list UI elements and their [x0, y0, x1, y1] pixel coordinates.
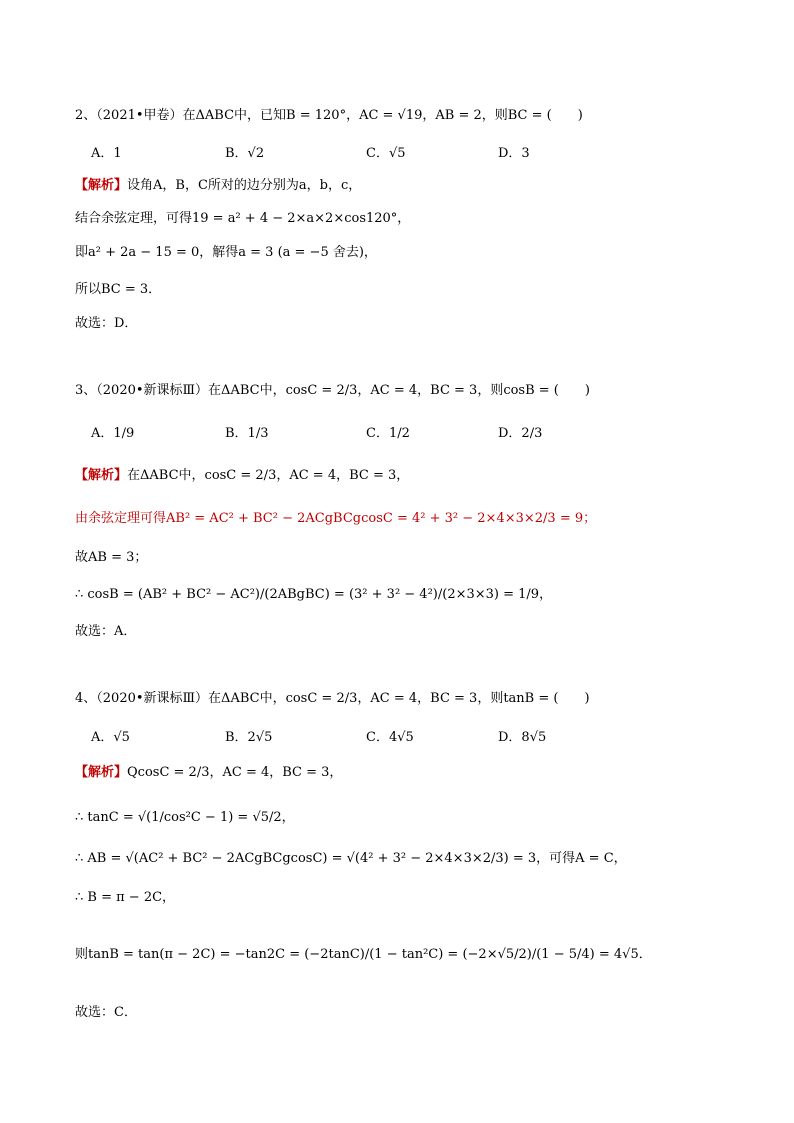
- question-2-stem-text: 2、（2021•甲卷）在ΔABC中，已知B = 120°，AC = √19，AB = 2，则BC = ( ): [75, 108, 583, 123]
- question-2-solution-line-3: 即a² + 2a − 15 = 0，解得a = 3 (a = −5 舍去)，: [75, 245, 377, 260]
- question-4-solution-line-4: ∴ B = π − 2C，: [75, 890, 176, 905]
- question-3-option-b: B．1/3: [225, 426, 269, 441]
- solution-label: 【解析】: [75, 178, 128, 193]
- question-4-option-b: B．2√5: [225, 730, 273, 745]
- question-3-answer: 故选：A．: [75, 624, 137, 639]
- question-4-solution-line-5: 则tanB = tan(π − 2C) = −tan2C = (−2tanC)/(1 − tan²C) = (−2×√5/2)/(1 − 5/4) = 4√5．: [75, 947, 652, 962]
- question-2-answer: 故选：D．: [75, 316, 138, 331]
- question-3-solution-line-3: 故AB = 3；: [75, 550, 148, 565]
- question-4-answer: 故选：C．: [75, 1005, 137, 1020]
- question-4-solution-line-2: ∴ tanC = √(1/cos²C − 1) = √5/2，: [75, 810, 295, 825]
- solution-label: 【解析】: [75, 765, 128, 780]
- question-4-option-d: D．8√5: [498, 730, 547, 745]
- question-2-option-d: D．3: [498, 146, 530, 161]
- question-2-solution-line-4: 所以BC = 3．: [75, 282, 162, 297]
- question-4-solution-line-1: [75, 766, 342, 779]
- question-2-stem: [75, 109, 583, 122]
- question-4-option-c: C．4√5: [366, 730, 414, 745]
- question-2-option-c: C．√5: [366, 146, 406, 161]
- question-3-solution-line-2: 由余弦定理可得AB² = AC² + BC² − 2ACgBCgcosC = 4² + 3² − 2×4×3×2/3 = 9；: [75, 511, 597, 526]
- question-4-solution-line-3: ∴ AB = √(AC² + BC² − 2ACgBCgcosC) = √(4² + 3² − 2×4×3×2/3) = 3，可得A = C，: [75, 851, 627, 866]
- question-2-option-b: B．√2: [225, 146, 265, 161]
- question-2-solution-line-1: [75, 179, 361, 192]
- question-3-solution-line-4: ∴ cosB = (AB² + BC² − AC²)/(2ABgBC) = (3² + 3² − 4²)/(2×3×3) = 1/9，: [75, 587, 553, 602]
- solution-text: 设角A，B，C所对的边分别为a，b，c，: [127, 178, 362, 193]
- question-2-solution-line-2: 结合余弦定理，可得19 = a² + 4 − 2×a×2×cos120°，: [75, 211, 411, 226]
- solution-label: 【解析】: [75, 468, 128, 483]
- question-3-option-a: A．1/9: [91, 426, 135, 441]
- solution-text: 在ΔABC中，cosC = 2/3，AC = 4，BC = 3，: [127, 468, 410, 483]
- question-3-option-c: C．1/2: [366, 426, 410, 441]
- solution-text: QcosC = 2/3，AC = 4，BC = 3，: [127, 765, 343, 780]
- question-4-option-a: A．√5: [91, 730, 130, 745]
- question-2-option-a: A．1: [91, 146, 122, 161]
- question-3-stem: 3、（2020•新课标Ⅲ）在ΔABC中，cosC = 2/3，AC = 4，BC = 3，则cosB = ( ): [75, 383, 590, 398]
- question-3-option-d: D．2/3: [498, 426, 543, 441]
- question-3-solution-line-1: [75, 469, 409, 482]
- question-4-stem: 4、（2020•新课标Ⅲ）在ΔABC中，cosC = 2/3，AC = 4，BC = 3，则tanB = ( ): [75, 691, 590, 706]
